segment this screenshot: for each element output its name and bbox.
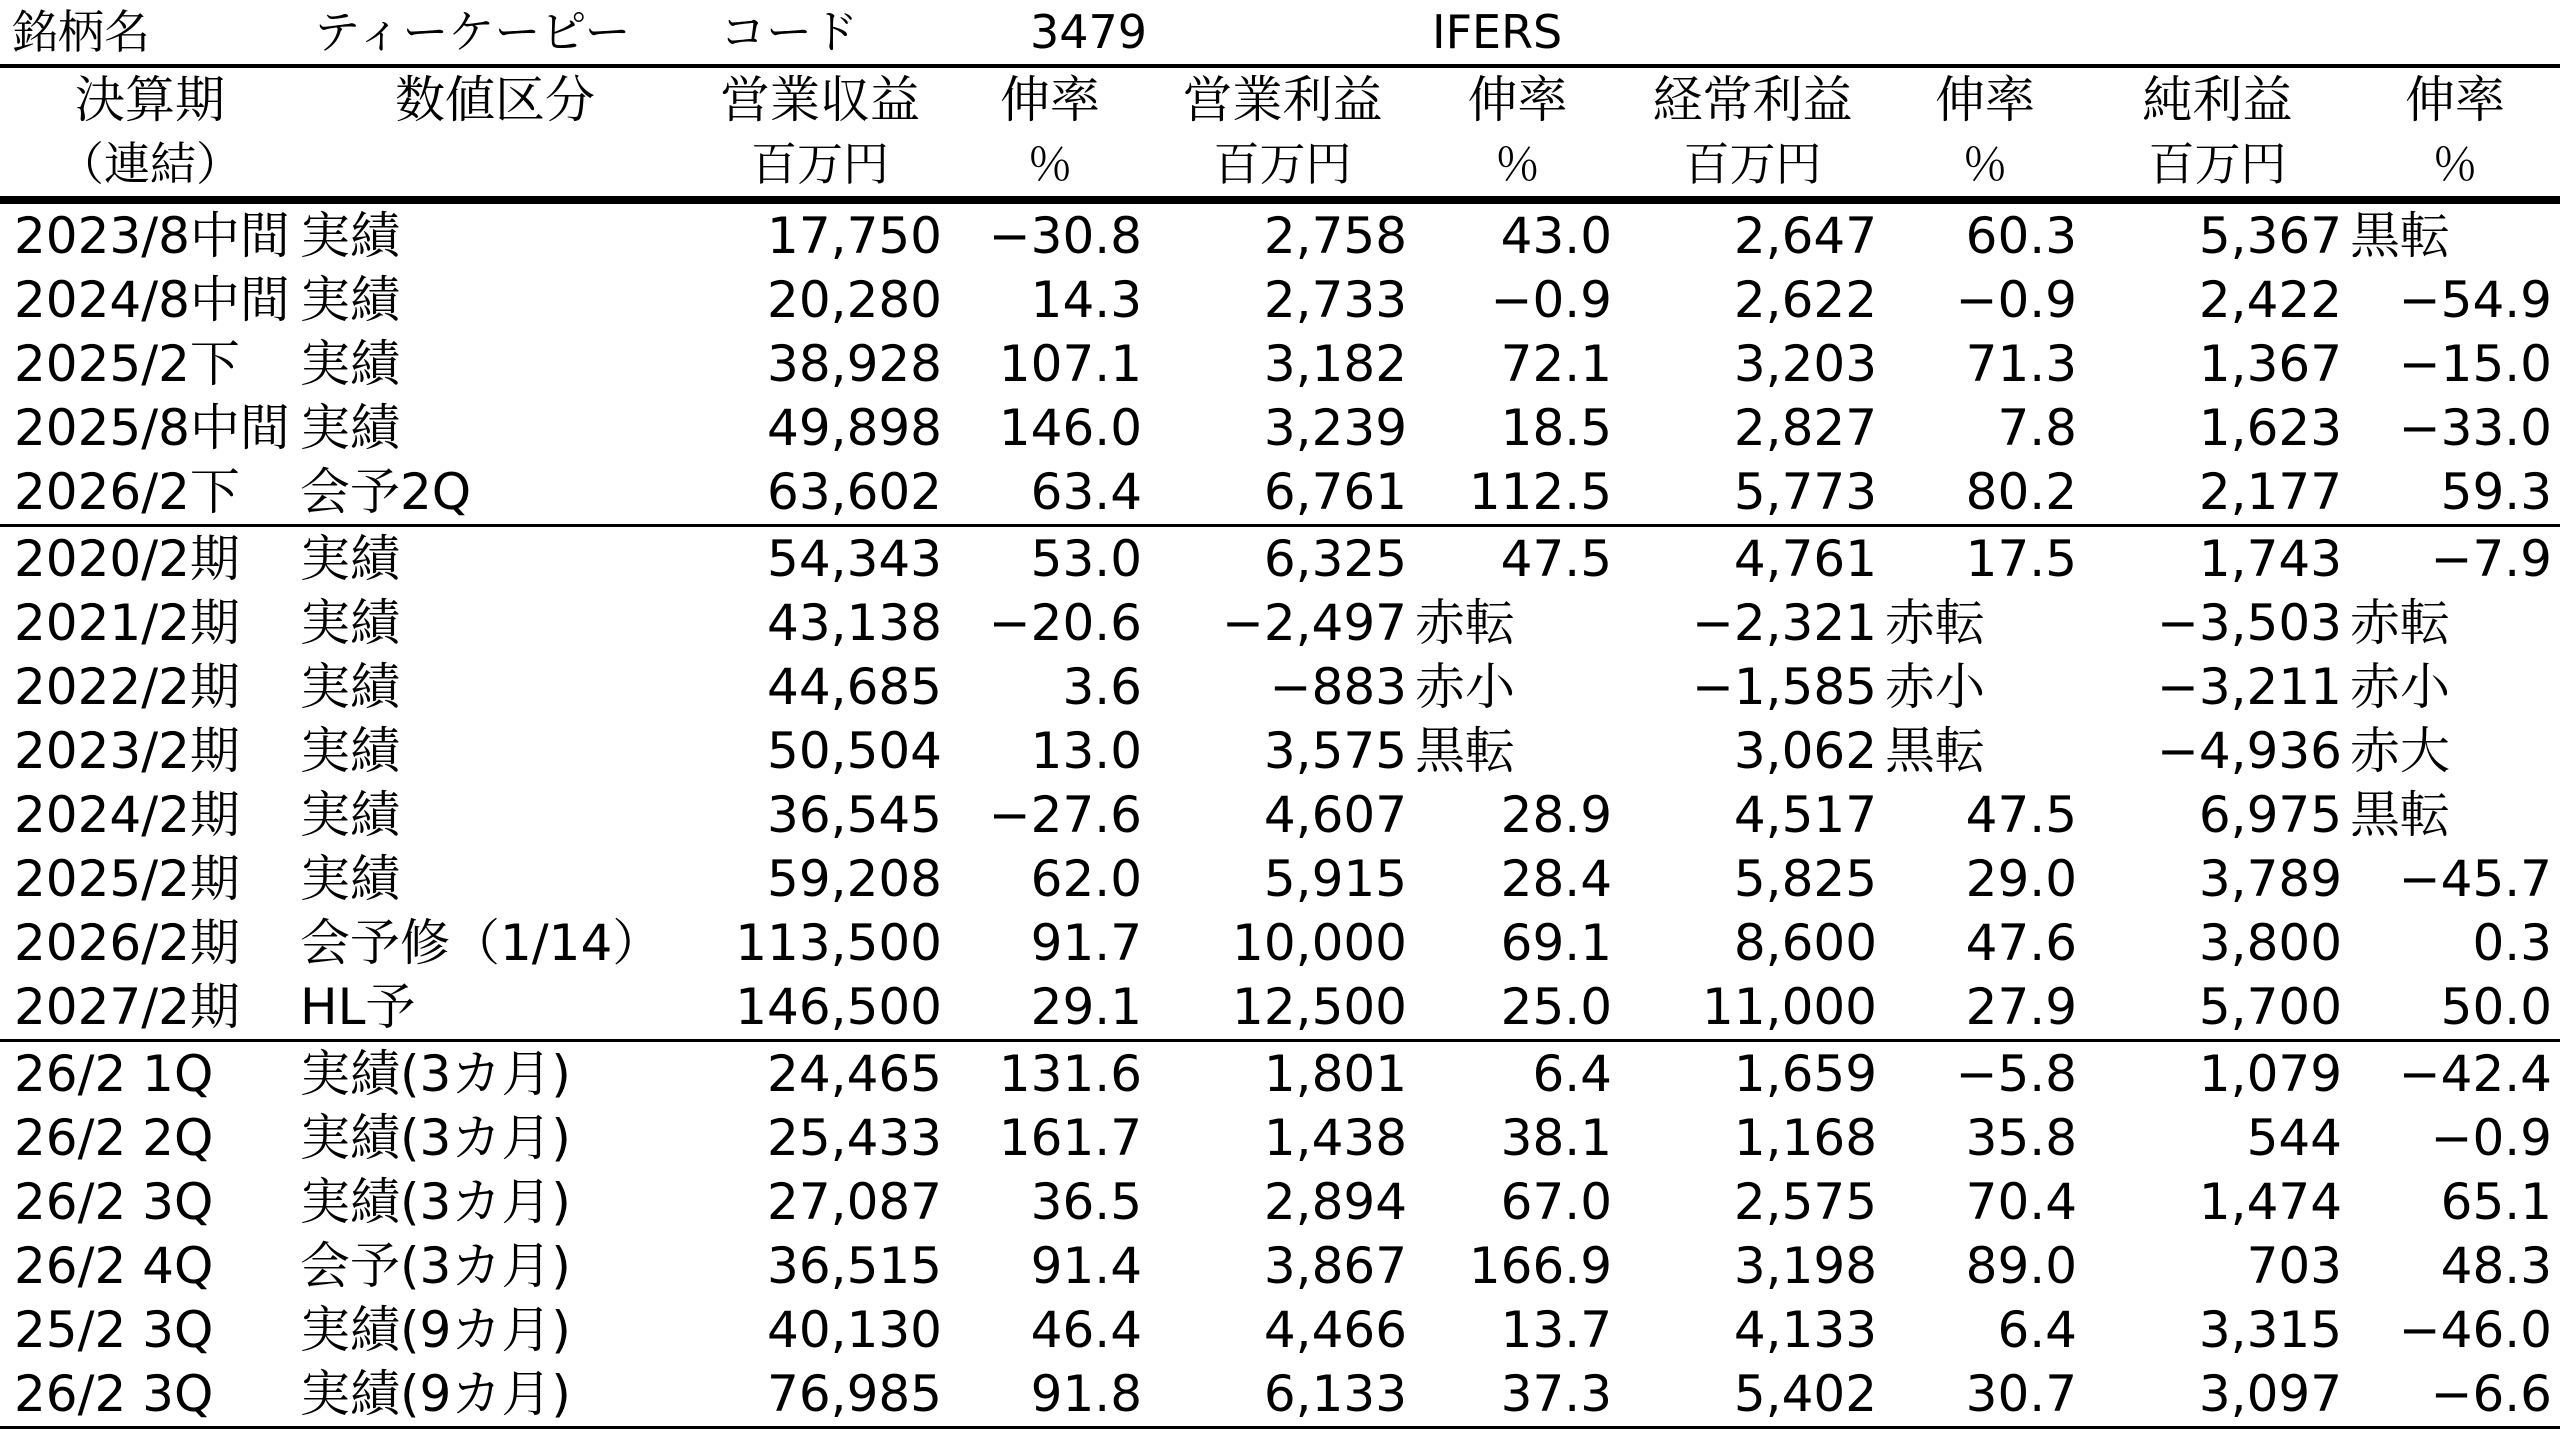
- cell-operating-profit: 4,607: [1263, 786, 1407, 844]
- cell-operating-profit: 1,801: [1150, 1041, 1415, 1107]
- cell-ordinary-growth: 赤転: [1885, 594, 1985, 652]
- cell-kind: 実績(9カ月): [300, 1362, 690, 1428]
- cell-revenue-growth: 14.3: [1030, 271, 1142, 329]
- cell-ordinary-profit: 5,402: [1620, 1362, 1885, 1428]
- table-row: [0, 1170, 2560, 1234]
- cell-revenue-growth: 36.5: [1030, 1173, 1142, 1231]
- cell-net-profit: 2,177: [2198, 463, 2342, 521]
- cell-revenue-growth: −20.6: [988, 594, 1142, 652]
- header-row-units: [0, 132, 2560, 200]
- cell-period: 2024/2期: [14, 786, 240, 844]
- header-ordinary-growth: 伸率: [1885, 66, 2085, 132]
- cell-revenue-growth: 46.4: [1030, 1301, 1142, 1359]
- table-row: [0, 200, 2560, 268]
- cell-period: 26/2 3Q: [0, 1362, 300, 1428]
- table-row: [0, 847, 2560, 911]
- cell-net-profit: 1,743: [2085, 526, 2350, 592]
- cell-net-profit: 5,700: [2198, 978, 2342, 1036]
- cell-operating-growth: 28.4: [1500, 850, 1612, 908]
- cell-ordinary-growth: 黒転: [1885, 722, 1985, 780]
- table-row: [0, 975, 2560, 1041]
- cell-revenue: 50,504: [767, 722, 942, 780]
- header-blank: [300, 132, 690, 200]
- table-row: [0, 1041, 2560, 1107]
- cell-revenue-growth: 91.7: [1030, 914, 1142, 972]
- cell-ordinary-profit: 2,827: [1733, 399, 1877, 457]
- cell-operating-profit: 12,500: [1232, 978, 1407, 1036]
- cell-operating-profit: 2,758: [1150, 200, 1415, 268]
- cell-ordinary-profit: 4,517: [1733, 786, 1877, 844]
- code-label: コード: [720, 5, 858, 59]
- cell-ordinary-growth: 30.7: [1885, 1362, 2085, 1428]
- cell-kind: 実績: [300, 850, 400, 908]
- header-operating-growth: 伸率: [1415, 66, 1620, 132]
- cell-operating-growth: 67.0: [1500, 1173, 1612, 1231]
- table-row: [0, 396, 2560, 460]
- cell-net-growth: −33.0: [2398, 399, 2552, 457]
- title-row: [0, 0, 2560, 64]
- cell-period: 2025/8中間: [14, 399, 290, 457]
- cell-operating-growth: 28.9: [1500, 786, 1612, 844]
- cell-revenue: 43,138: [767, 594, 942, 652]
- cell-revenue: 113,500: [735, 914, 942, 972]
- cell-ordinary-profit: 11,000: [1702, 978, 1877, 1036]
- cell-period: 26/2 1Q: [0, 1041, 300, 1107]
- cell-revenue-growth: 107.1: [998, 335, 1142, 393]
- cell-operating-profit: −2,497: [1221, 594, 1407, 652]
- cell-revenue: 76,985: [690, 1362, 950, 1428]
- cell-kind: 実績: [300, 786, 400, 844]
- cell-net-growth: 59.3: [2440, 463, 2552, 521]
- cell-net-profit: 3,315: [2198, 1301, 2342, 1359]
- header-kind: 数値区分: [300, 66, 690, 132]
- cell-kind: 会予2Q: [300, 463, 472, 521]
- table-row: [0, 911, 2560, 975]
- cell-revenue: 146,500: [735, 978, 942, 1036]
- cell-net-growth: −6.6: [2350, 1362, 2560, 1428]
- cell-ordinary-growth: 47.5: [1965, 786, 2077, 844]
- table-row: [0, 268, 2560, 332]
- cell-net-growth: 黒転: [2350, 200, 2560, 268]
- unit-revenue-growth: ％: [1027, 137, 1073, 191]
- cell-operating-growth: 6.4: [1415, 1041, 1620, 1107]
- cell-net-profit: 3,789: [2198, 850, 2342, 908]
- cell-net-profit: 1,367: [2198, 335, 2342, 393]
- cell-ordinary-profit: 8,600: [1733, 914, 1877, 972]
- cell-revenue: 17,750: [690, 200, 950, 268]
- cell-operating-growth: 25.0: [1500, 978, 1612, 1036]
- cell-period: 2023/2期: [14, 722, 240, 780]
- cell-ordinary-profit: 5,773: [1733, 463, 1877, 521]
- cell-revenue-growth: −30.8: [950, 200, 1150, 268]
- cell-net-profit: 544: [2246, 1109, 2342, 1167]
- cell-net-profit: 2,422: [2198, 271, 2342, 329]
- cell-ordinary-growth: 71.3: [1965, 335, 2077, 393]
- cell-revenue: 24,465: [690, 1041, 950, 1107]
- cell-net-profit: 3,097: [2085, 1362, 2350, 1428]
- cell-ordinary-profit: 3,062: [1733, 722, 1877, 780]
- cell-revenue-growth: 13.0: [1030, 722, 1142, 780]
- cell-period: 2025/2下: [14, 335, 240, 393]
- cell-net-growth: −54.9: [2398, 271, 2552, 329]
- earnings-table: [0, 64, 2560, 1429]
- table-row: [0, 526, 2560, 592]
- cell-ordinary-growth: 27.9: [1965, 978, 2077, 1036]
- header-consolidated: （連結）: [58, 137, 242, 191]
- cell-net-growth: 赤転: [2350, 594, 2450, 652]
- cell-revenue: 49,898: [767, 399, 942, 457]
- cell-ordinary-growth: 89.0: [1965, 1237, 2077, 1295]
- cell-operating-profit: 3,867: [1263, 1237, 1407, 1295]
- cell-operating-profit: 5,915: [1263, 850, 1407, 908]
- cell-period: 26/2 2Q: [14, 1109, 214, 1167]
- unit-ordinary-growth: ％: [1962, 137, 2008, 191]
- cell-operating-growth: 37.3: [1415, 1362, 1620, 1428]
- table-row: [0, 1362, 2560, 1428]
- cell-kind: 実績(3カ月): [300, 1041, 690, 1107]
- cell-revenue-growth: 161.7: [998, 1109, 1142, 1167]
- cell-operating-profit: −883: [1269, 658, 1407, 716]
- cell-operating-growth: 166.9: [1468, 1237, 1612, 1295]
- cell-operating-growth: 69.1: [1500, 914, 1612, 972]
- cell-ordinary-profit: 4,133: [1733, 1301, 1877, 1359]
- cell-net-growth: 50.0: [2440, 978, 2552, 1036]
- header-net-profit: 純利益: [2085, 66, 2350, 132]
- cell-period: 2022/2期: [14, 658, 240, 716]
- cell-kind: 実績: [300, 335, 400, 393]
- header-period: 決算期: [0, 66, 300, 132]
- table-row: [0, 719, 2560, 783]
- cell-kind: 会予(3カ月): [300, 1237, 571, 1295]
- cell-period: 25/2 3Q: [14, 1301, 214, 1359]
- company-name-label: 銘柄名: [12, 5, 150, 59]
- cell-operating-profit: 10,000: [1232, 914, 1407, 972]
- cell-revenue-growth: 63.4: [1030, 463, 1142, 521]
- cell-ordinary-growth: 29.0: [1965, 850, 2077, 908]
- cell-revenue-growth: 91.4: [1030, 1237, 1142, 1295]
- cell-operating-growth: 黒転: [1415, 722, 1515, 780]
- cell-ordinary-profit: 2,647: [1620, 200, 1885, 268]
- header-revenue: 営業収益: [690, 66, 950, 132]
- cell-net-growth: 赤小: [2350, 658, 2450, 716]
- cell-period: 2021/2期: [14, 594, 240, 652]
- header-row-top: [0, 66, 2560, 132]
- cell-kind: 実績: [300, 200, 690, 268]
- cell-period: 26/2 3Q: [14, 1173, 214, 1231]
- cell-net-growth: 65.1: [2440, 1173, 2552, 1231]
- cell-operating-growth: −0.9: [1490, 271, 1612, 329]
- cell-operating-profit: 2,733: [1263, 271, 1407, 329]
- cell-period: 2024/8中間: [14, 271, 290, 329]
- cell-kind: 会予修（1/14）: [300, 914, 663, 972]
- cell-kind: 実績: [300, 271, 400, 329]
- cell-net-profit: 6,975: [2198, 786, 2342, 844]
- cell-ordinary-profit: −1,585: [1691, 658, 1877, 716]
- cell-kind: 実績(3カ月): [300, 1109, 571, 1167]
- cell-operating-profit: 6,133: [1150, 1362, 1415, 1428]
- cell-ordinary-growth: 赤小: [1885, 658, 1985, 716]
- table-header: [0, 66, 2560, 200]
- cell-revenue: 63,602: [767, 463, 942, 521]
- cell-revenue: 36,515: [767, 1237, 942, 1295]
- cell-revenue-growth: 3.6: [1062, 658, 1142, 716]
- cell-revenue-growth: 29.1: [1030, 978, 1142, 1036]
- table-row: [0, 332, 2560, 396]
- cell-ordinary-growth: −5.8: [1885, 1041, 2085, 1107]
- cell-ordinary-profit: 2,575: [1733, 1173, 1877, 1231]
- table-body: [0, 200, 2560, 1428]
- cell-kind: 実績: [300, 722, 400, 780]
- cell-ordinary-growth: 35.8: [1965, 1109, 2077, 1167]
- cell-period: 2026/2期: [14, 914, 240, 972]
- cell-operating-profit: 4,466: [1263, 1301, 1407, 1359]
- cell-net-growth: 0.3: [2472, 914, 2552, 972]
- cell-net-growth: −7.9: [2350, 526, 2560, 592]
- cell-net-profit: 1,474: [2198, 1173, 2342, 1231]
- cell-operating-growth: 18.5: [1500, 399, 1612, 457]
- table-row: [0, 1106, 2560, 1170]
- cell-ordinary-profit: 2,622: [1733, 271, 1877, 329]
- cell-net-profit: −3,211: [2156, 658, 2342, 716]
- cell-revenue: 40,130: [767, 1301, 942, 1359]
- cell-net-growth: 48.3: [2440, 1237, 2552, 1295]
- cell-operating-growth: 43.0: [1415, 200, 1620, 268]
- cell-operating-growth: 38.1: [1500, 1109, 1612, 1167]
- cell-kind: 実績: [300, 526, 690, 592]
- cell-net-profit: −4,936: [2156, 722, 2342, 780]
- cell-operating-growth: 赤小: [1415, 658, 1515, 716]
- cell-revenue: 54,343: [690, 526, 950, 592]
- cell-ordinary-growth: 6.4: [1997, 1301, 2077, 1359]
- cell-kind: 実績: [300, 399, 400, 457]
- cell-ordinary-growth: 47.6: [1965, 914, 2077, 972]
- cell-period: 2020/2期: [0, 526, 300, 592]
- cell-ordinary-profit: 4,761: [1620, 526, 1885, 592]
- cell-net-profit: 703: [2246, 1237, 2342, 1295]
- cell-revenue-growth: 53.0: [950, 526, 1150, 592]
- cell-ordinary-profit: 1,168: [1733, 1109, 1877, 1167]
- cell-ordinary-profit: −2,321: [1691, 594, 1877, 652]
- unit-ordinary-profit: 百万円: [1683, 137, 1822, 191]
- company-name: ティーケーピー: [314, 5, 631, 59]
- cell-operating-profit: 6,325: [1150, 526, 1415, 592]
- table-row: [0, 591, 2560, 655]
- cell-revenue-growth: 146.0: [998, 399, 1142, 457]
- unit-operating-profit: 百万円: [1213, 137, 1352, 191]
- cell-operating-growth: 13.7: [1500, 1301, 1612, 1359]
- cell-period: 2025/2期: [14, 850, 240, 908]
- table-row: [0, 1298, 2560, 1362]
- cell-revenue: 20,280: [767, 271, 942, 329]
- cell-operating-growth: 47.5: [1415, 526, 1620, 592]
- cell-net-profit: 3,800: [2198, 914, 2342, 972]
- cell-period: 2023/8中間: [0, 200, 300, 268]
- table-row: [0, 655, 2560, 719]
- cell-revenue-growth: 91.8: [950, 1362, 1150, 1428]
- cell-ordinary-growth: 70.4: [1965, 1173, 2077, 1231]
- stock-code: 3479: [1030, 5, 1148, 59]
- table-row: [0, 1234, 2560, 1298]
- header-ordinary-profit: 経常利益: [1620, 66, 1885, 132]
- cell-kind: 実績: [300, 594, 400, 652]
- cell-ordinary-profit: 3,198: [1733, 1237, 1877, 1295]
- unit-revenue: 百万円: [751, 137, 889, 191]
- cell-revenue: 38,928: [767, 335, 942, 393]
- cell-operating-profit: 3,239: [1263, 399, 1407, 457]
- cell-revenue: 44,685: [767, 658, 942, 716]
- cell-ordinary-growth: 60.3: [1885, 200, 2085, 268]
- cell-ordinary-profit: 3,203: [1733, 335, 1877, 393]
- cell-net-growth: −46.0: [2398, 1301, 2552, 1359]
- cell-kind: 実績: [300, 658, 400, 716]
- header-operating-profit: 営業利益: [1150, 66, 1415, 132]
- header-net-growth: 伸率: [2350, 66, 2560, 132]
- cell-operating-profit: 2,894: [1263, 1173, 1407, 1231]
- cell-operating-growth: 赤転: [1415, 594, 1515, 652]
- cell-revenue: 36,545: [767, 786, 942, 844]
- cell-ordinary-growth: 17.5: [1885, 526, 2085, 592]
- cell-ordinary-growth: 80.2: [1965, 463, 2077, 521]
- cell-operating-profit: 6,761: [1263, 463, 1407, 521]
- table-row: [0, 783, 2560, 847]
- cell-net-growth: −0.9: [2430, 1109, 2552, 1167]
- cell-kind: HL予: [300, 978, 416, 1036]
- unit-net-growth: ％: [2432, 137, 2478, 191]
- cell-net-profit: 5,367: [2085, 200, 2350, 268]
- cell-net-profit: 1,623: [2198, 399, 2342, 457]
- cell-revenue: 27,087: [767, 1173, 942, 1231]
- cell-ordinary-growth: 7.8: [1997, 399, 2077, 457]
- cell-net-growth: 黒転: [2350, 786, 2450, 844]
- cell-operating-growth: 72.1: [1500, 335, 1612, 393]
- cell-revenue-growth: −27.6: [988, 786, 1142, 844]
- cell-net-growth: −42.4: [2350, 1041, 2560, 1107]
- cell-kind: 実績(9カ月): [300, 1301, 571, 1359]
- cell-operating-profit: 3,182: [1263, 335, 1407, 393]
- cell-ordinary-profit: 5,825: [1733, 850, 1877, 908]
- cell-period: 26/2 4Q: [14, 1237, 214, 1295]
- cell-net-profit: −3,503: [2156, 594, 2342, 652]
- cell-period: 2027/2期: [14, 978, 240, 1036]
- unit-net-profit: 百万円: [2148, 137, 2287, 191]
- cell-revenue: 59,208: [767, 850, 942, 908]
- cell-kind: 実績(3カ月): [300, 1173, 571, 1231]
- cell-net-growth: −15.0: [2398, 335, 2552, 393]
- cell-net-growth: −45.7: [2398, 850, 2552, 908]
- cell-net-profit: 1,079: [2085, 1041, 2350, 1107]
- cell-ordinary-profit: 1,659: [1620, 1041, 1885, 1107]
- cell-revenue: 25,433: [767, 1109, 942, 1167]
- cell-operating-growth: 112.5: [1468, 463, 1612, 521]
- unit-operating-growth: ％: [1494, 137, 1541, 191]
- cell-revenue-growth: 131.6: [950, 1041, 1150, 1107]
- cell-ordinary-growth: −0.9: [1955, 271, 2077, 329]
- cell-revenue-growth: 62.0: [1030, 850, 1142, 908]
- cell-operating-profit: 1,438: [1263, 1109, 1407, 1167]
- cell-operating-profit: 3,575: [1263, 722, 1407, 780]
- cell-net-growth: 赤大: [2350, 722, 2450, 780]
- accounting-standard: IFERS: [1432, 5, 1563, 59]
- header-revenue-growth: 伸率: [950, 66, 1150, 132]
- cell-period: 2026/2下: [14, 463, 240, 521]
- table-row: [0, 460, 2560, 526]
